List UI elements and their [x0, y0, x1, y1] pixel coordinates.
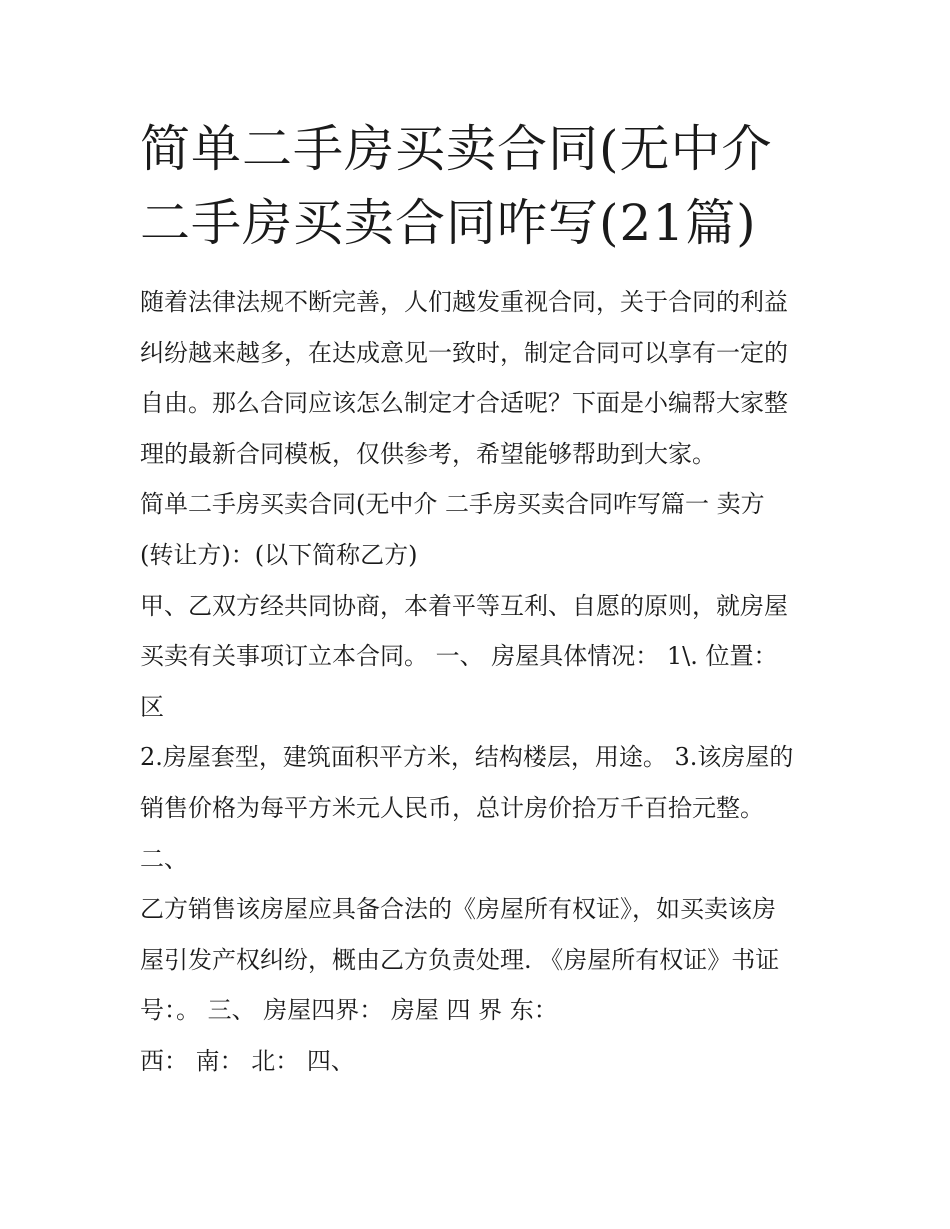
body-line: 号：。 三、 房屋四界： 房屋 四 界 东： [140, 996, 558, 1025]
body-line: 随着法律法规不断完善，人们越发重视合同，关于合同的利益 [140, 288, 788, 316]
body-line: 销售价格为每平方米元人民币，总计房价拾万千百拾元整。 [140, 793, 764, 822]
body-line: 纠纷越来越多，在达成意见一致时，制定合同可以享有一定的 [140, 338, 788, 367]
body-line: 理的最新合同模板，仅供参考，希望能够帮助到大家。 [140, 439, 716, 468]
title-line-1: 简单二手房买卖合同(无中介 [140, 120, 773, 178]
body-line: 区 [140, 692, 164, 721]
body-line: (转让方)：(以下简称乙方) [140, 540, 418, 569]
body-line: 乙方销售该房屋应具备合法的《房屋所有权证》，如买卖该房 [140, 895, 776, 924]
document-body [140, 277, 820, 1087]
body-line: 西： 南： 北： 四、 [140, 1046, 355, 1075]
body-line: 甲、乙双方经共同协商，本着平等互利、自愿的原则，就房屋 [140, 591, 788, 620]
body-line: 自由。那么合同应该怎么制定才合适呢？下面是小编帮大家整 [140, 389, 788, 418]
body-line: 买卖有关事项订立本合同。 一、 房屋具体情况： 1\. 位置： [140, 642, 778, 671]
body-line: 简单二手房买卖合同(无中介 二手房买卖合同咋写篇一 卖方 [140, 490, 765, 519]
title-line-2: 二手房买卖合同咋写(21篇) [140, 194, 757, 252]
body-line: 2.房屋套型，建筑面积平方米，结构楼层，用途。 3.该房屋的 [140, 743, 794, 772]
document-title [140, 112, 820, 260]
body-line: 屋引发产权纠纷，概由乙方负责处理. 《房屋所有权证》书证 [140, 945, 780, 974]
body-line: 二、 [140, 844, 188, 873]
